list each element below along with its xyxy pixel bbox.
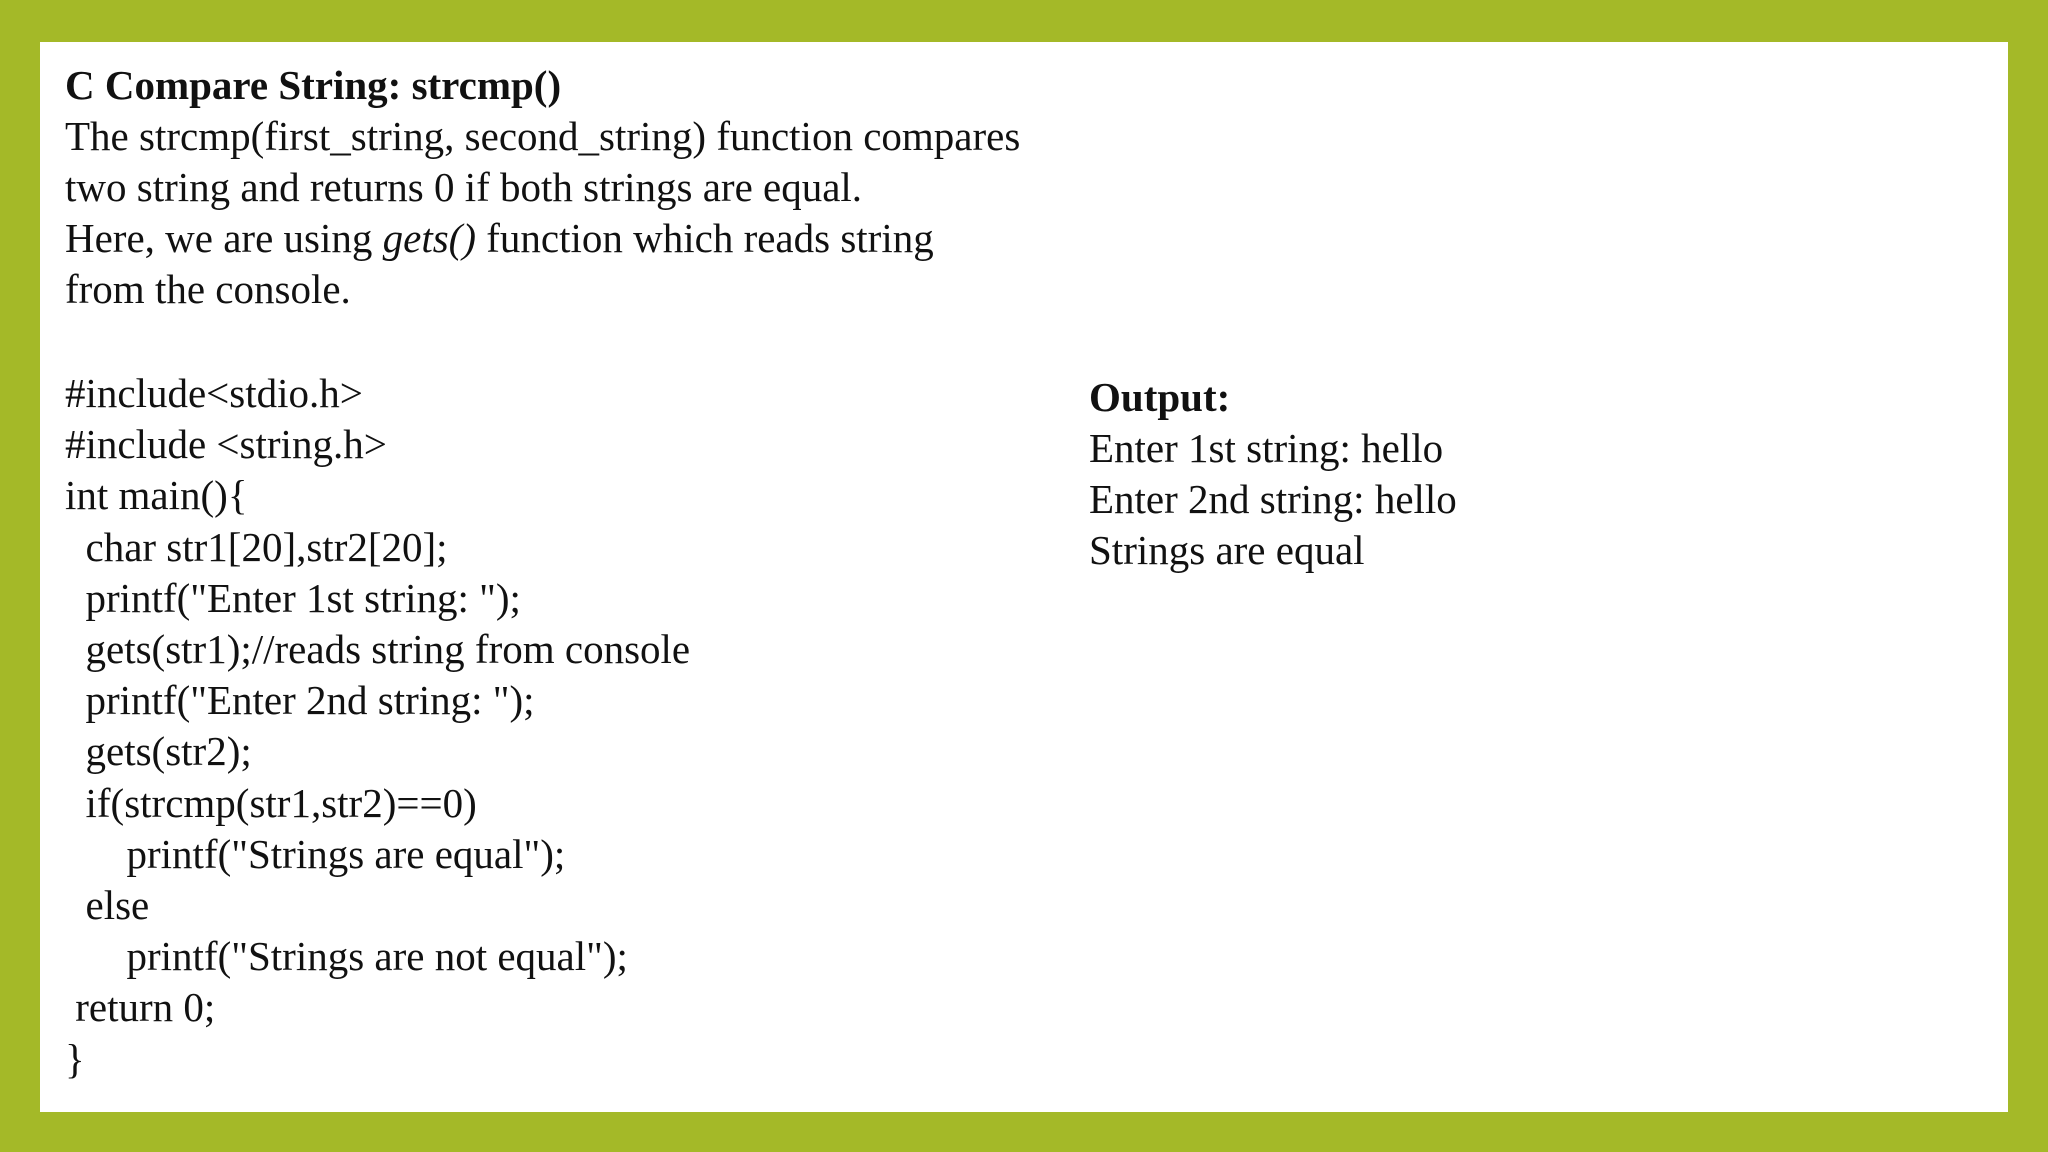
- code-line: gets(str1);//reads string from console: [65, 626, 691, 673]
- intro-block: [65, 60, 1020, 315]
- description-line-1: The strcmp(first_string, second_string) function compares: [65, 113, 1021, 159]
- description-line-3-prefix: Here, we are using: [65, 215, 383, 261]
- description-line-2: two string and returns 0 if both strings are equal.: [65, 164, 863, 210]
- code-line: printf("Enter 2nd string: ");: [65, 677, 535, 724]
- slide-panel: [40, 42, 2008, 1112]
- gets-function-name: gets(): [382, 215, 476, 261]
- output-line: Strings are equal: [1089, 527, 1365, 573]
- slide-title: C Compare String: strcmp(): [65, 62, 562, 108]
- code-line: else: [65, 882, 150, 929]
- code-line: #include<stdio.h>: [65, 370, 363, 416]
- description-line-4: from the console.: [65, 266, 351, 312]
- description-line-3-suffix: function which reads string: [475, 215, 934, 261]
- code-line: printf("Enter 1st string: ");: [65, 574, 521, 621]
- code-line: if(strcmp(str1,str2)==0): [65, 779, 477, 826]
- description-line-3: [65, 213, 1020, 264]
- code-line: char str1[20],str2[20];: [65, 523, 448, 570]
- output-line: Enter 1st string: hello: [1089, 425, 1444, 471]
- code-line: gets(str2);: [65, 728, 252, 775]
- code-line: }: [65, 1035, 85, 1082]
- code-line: printf("Strings are not equal");: [65, 933, 628, 980]
- output-heading: Output:: [1089, 374, 1231, 420]
- code-line: return 0;: [65, 984, 216, 1031]
- code-line: int main(){: [65, 472, 248, 519]
- output-block: [1089, 372, 1457, 576]
- code-line: #include <string.h>: [65, 421, 387, 468]
- code-block: [65, 368, 690, 1085]
- code-line: printf("Strings are equal");: [65, 830, 566, 877]
- output-line: Enter 2nd string: hello: [1089, 476, 1457, 522]
